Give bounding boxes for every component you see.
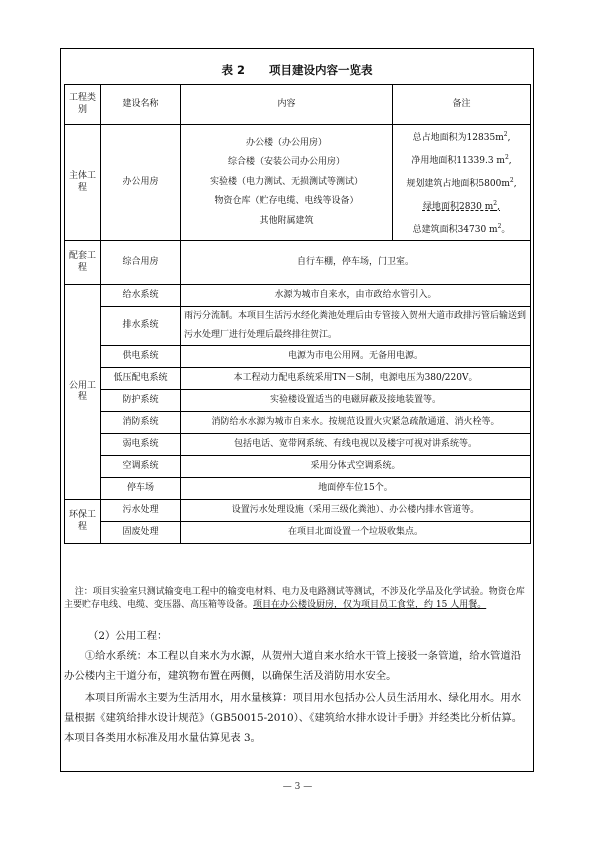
paragraph-water-usage: 本项目所需水主要为生活用水，用水量核算：项目用水包括办公人员生活用水、绿化用水。用水量根据《建筑给排水设计规范》（GB50015-2010）、《建筑给水排水设计手册》并经类比分析估算。本项目各类用水标准及用水量估算见表 3。 [64, 692, 523, 744]
system-name: 消防系统 [101, 412, 181, 434]
table-row [65, 456, 531, 478]
note-text: 注：项目实验室只测试输变电工程中的输变电材料、电力及电路测试等测试，不涉及化学品及化学试验。物资仓库主要贮存电线、电缆、变压器、高压箱等设备。 [64, 587, 525, 610]
category-aux: 配套工程 [65, 241, 101, 285]
remark-line: 总建筑面积34730 $m^2$。 [412, 223, 511, 235]
table-header-row [65, 85, 531, 125]
table-row [65, 368, 531, 390]
table-number: 表 2 [221, 63, 245, 77]
header-remarks: 备注 [393, 85, 531, 125]
remark-line: 总占地面积为$12835m^2$, [412, 131, 511, 143]
system-name: 排水系统 [101, 307, 181, 346]
table-row-main [65, 125, 531, 241]
main-remarks [393, 125, 531, 241]
system-content: 电源为市电公用网。无备用电源。 [181, 346, 531, 368]
category-env: 环保工程 [65, 500, 101, 544]
main-item: 办公楼（办公用房） [245, 137, 327, 148]
table-title-text: 项目建设内容一览表 [269, 63, 373, 77]
system-content: 在项目北面设置一个垃圾收集点。 [181, 522, 531, 544]
system-content: 包括电话、宽带网系统、有线电视以及楼宇可视对讲系统等。 [181, 434, 531, 456]
system-content: 本工程动力配电系统采用TN－S制，电源电压为380/220V。 [181, 368, 531, 390]
table-note [64, 586, 530, 612]
system-content: 设置污水处理设施（采用三级化粪池）、办公楼内排水管道等。 [181, 500, 531, 522]
header-category: 工程类别 [65, 85, 101, 125]
header-content: 内容 [181, 85, 393, 125]
header-name: 建设名称 [101, 85, 181, 125]
system-name: 弱电系统 [101, 434, 181, 456]
system-name: 低压配电系统 [101, 368, 181, 390]
remark-line-green-area: 绿地面积2830 $m^2$, [422, 200, 500, 212]
system-name: 污水处理 [101, 500, 181, 522]
table-row [65, 285, 531, 307]
table-row [65, 434, 531, 456]
system-name: 空调系统 [101, 456, 181, 478]
system-content: 雨污分流制。本项目生活污水经化粪池处理后由专管接入贺州大道市政排污管后输送到污水处理厂进行处理后最终排往贺江。 [181, 307, 531, 346]
system-content: 采用分体式空调系统。 [181, 456, 531, 478]
category-main: 主体工程 [65, 125, 101, 241]
table-row [65, 346, 531, 368]
main-item: 物资仓库（贮存电缆、电线等设备） [214, 196, 359, 207]
system-content: 水源为城市自来水，由市政给水管引入。 [181, 285, 531, 307]
paragraph-water-supply: ①给水系统：本工程以自来水为水源，从贺州大道自来水给水干管上接驳一条管道，给水管道沿办公楼内主干道分布，建筑物布置在两侧，以确保生活及消防用水安全。 [64, 650, 522, 682]
page-number: — 3 — [282, 782, 313, 792]
system-content: 实验楼设置适当的电磁屏蔽及接地装置等。 [181, 390, 531, 412]
remark-line: 净用地面积11339.3 $m^2$, [411, 154, 512, 166]
table-row [65, 412, 531, 434]
main-item: 其他附属建筑 [259, 215, 314, 226]
category-public: 公用工程 [65, 285, 101, 500]
project-table [64, 84, 531, 544]
table-row [65, 390, 531, 412]
table-row [65, 500, 531, 522]
system-name: 防护系统 [101, 390, 181, 412]
system-name: 给水系统 [101, 285, 181, 307]
system-name: 停车场 [101, 478, 181, 500]
main-content-list [181, 125, 393, 241]
table-title [60, 62, 534, 78]
content-aux: 自行车棚，停车场，门卫室。 [181, 241, 531, 285]
table-row [65, 478, 531, 500]
table-row [65, 307, 531, 346]
system-content: 地面停车位15个。 [181, 478, 531, 500]
name-aux: 综合用房 [101, 241, 181, 285]
system-name: 供电系统 [101, 346, 181, 368]
note-underlined: 项目在办公楼设厨房，仅为项目员工食堂，约 15 人用餐。 [253, 600, 487, 610]
remark-line: 规划建筑占地面积$5800m^2$, [406, 177, 517, 189]
system-content: 消防给水水源为城市自来水。按规范设置火灾紧急疏散通道、消火栓等。 [181, 412, 531, 434]
main-item: 实验楼（电力测试、无损测试等测试） [209, 176, 363, 187]
table-row-aux [65, 241, 531, 285]
main-item: 综合楼（安装公司办公用房） [227, 157, 345, 168]
sub-heading: （2）公用工程： [88, 630, 168, 642]
name-office: 办公用房 [101, 125, 181, 241]
table-row [65, 522, 531, 544]
system-name: 固废处理 [101, 522, 181, 544]
